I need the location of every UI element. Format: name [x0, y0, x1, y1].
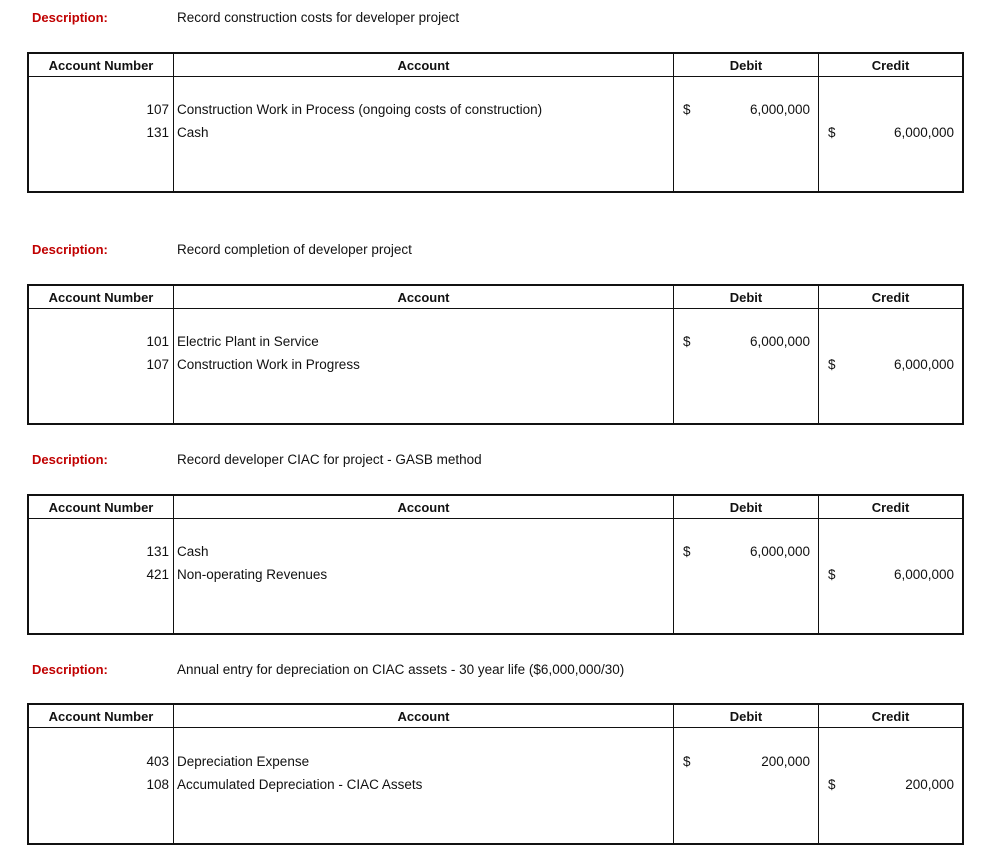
debit-amount: 6,000,000: [749, 334, 810, 349]
header-account-number: Account Number: [29, 705, 174, 727]
credit-currency-symbol: $: [828, 357, 836, 372]
credit-cell: [819, 309, 962, 424]
description-row: [0, 8, 1000, 30]
credit-amount: 6,000,000: [893, 567, 954, 582]
credit-amount: 6,000,000: [893, 125, 954, 140]
description-row: [0, 240, 1000, 262]
account-number-cell: [29, 309, 174, 424]
credit-account-name: Construction Work in Progress: [177, 357, 360, 372]
debit-amount: 200,000: [761, 754, 810, 769]
credit-account-number: 108: [146, 777, 169, 792]
header-account-number: Account Number: [29, 496, 174, 518]
debit-cell: [674, 309, 819, 424]
table-header: [29, 286, 962, 309]
journal-table: [27, 494, 964, 635]
description-row: [0, 450, 1000, 472]
debit-cell: [674, 728, 819, 844]
header-account-number: Account Number: [29, 286, 174, 308]
credit-cell: [819, 77, 962, 192]
table-header: [29, 705, 962, 728]
table-body: [29, 309, 962, 424]
debit-account-number: 107: [146, 102, 169, 117]
debit-account-name: Depreciation Expense: [177, 754, 310, 769]
description-text: Record completion of developer project: [177, 242, 412, 257]
description-label: Description:: [32, 662, 108, 677]
credit-currency-symbol: $: [828, 125, 836, 140]
credit-amount: 200,000: [905, 777, 954, 792]
credit-currency-symbol: $: [828, 567, 836, 582]
credit-account-name: Cash: [177, 125, 209, 140]
header-account: Account: [174, 54, 674, 76]
header-credit: Credit: [871, 289, 910, 305]
header-credit: Credit: [871, 708, 910, 724]
credit-currency-symbol: $: [828, 777, 836, 792]
debit-currency-symbol: $: [683, 754, 691, 769]
credit-account-number: 107: [146, 357, 169, 372]
credit-account-number: 421: [146, 567, 169, 582]
description-row: [0, 660, 1000, 682]
description-label: Description:: [32, 242, 108, 257]
header-account-number: Account Number: [29, 54, 174, 76]
header-debit: Debit: [674, 705, 819, 727]
header-credit: Credit: [871, 499, 910, 515]
description-text: Record developer CIAC for project - GASB method: [177, 452, 482, 467]
description-text: Record construction costs for developer project: [177, 10, 460, 25]
journal-table: [27, 703, 964, 845]
header-debit: Debit: [674, 54, 819, 76]
debit-amount: 6,000,000: [749, 102, 810, 117]
credit-cell: [819, 728, 962, 844]
account-number-cell: [29, 728, 174, 844]
journal-table: [27, 284, 964, 425]
debit-amount: 6,000,000: [749, 544, 810, 559]
debit-currency-symbol: $: [683, 544, 691, 559]
table-body: [29, 519, 962, 634]
credit-amount: 6,000,000: [893, 357, 954, 372]
description-text: Annual entry for depreciation on CIAC assets - 30 year life ($6,000,000/30): [177, 662, 625, 677]
credit-account-name: Non-operating Revenues: [177, 567, 328, 582]
debit-account-name: Electric Plant in Service: [177, 334, 319, 349]
header-account: Account: [174, 286, 674, 308]
credit-account-name: Accumulated Depreciation - CIAC Assets: [177, 777, 423, 792]
header-account: Account: [174, 496, 674, 518]
debit-account-number: 101: [146, 334, 169, 349]
header-credit: Credit: [871, 57, 910, 73]
account-cell: [174, 77, 674, 192]
debit-account-number: 131: [146, 544, 169, 559]
header-debit: Debit: [674, 496, 819, 518]
debit-currency-symbol: $: [683, 102, 691, 117]
table-header: [29, 54, 962, 77]
debit-cell: [674, 77, 819, 192]
credit-account-number: 131: [146, 125, 169, 140]
debit-account-number: 403: [146, 754, 169, 769]
account-cell: [174, 728, 674, 844]
debit-account-name: Construction Work in Process (ongoing costs of construction): [177, 102, 543, 117]
table-body: [29, 77, 962, 192]
table-body: [29, 728, 962, 844]
debit-currency-symbol: $: [683, 334, 691, 349]
account-number-cell: [29, 519, 174, 634]
credit-cell: [819, 519, 962, 634]
account-cell: [174, 309, 674, 424]
description-label: Description:: [32, 10, 108, 25]
description-label: Description:: [32, 452, 108, 467]
account-cell: [174, 519, 674, 634]
account-number-cell: [29, 77, 174, 192]
debit-account-name: Cash: [177, 544, 209, 559]
header-debit: Debit: [674, 286, 819, 308]
debit-cell: [674, 519, 819, 634]
header-account: Account: [174, 705, 674, 727]
journal-table: [27, 52, 964, 193]
table-header: [29, 496, 962, 519]
